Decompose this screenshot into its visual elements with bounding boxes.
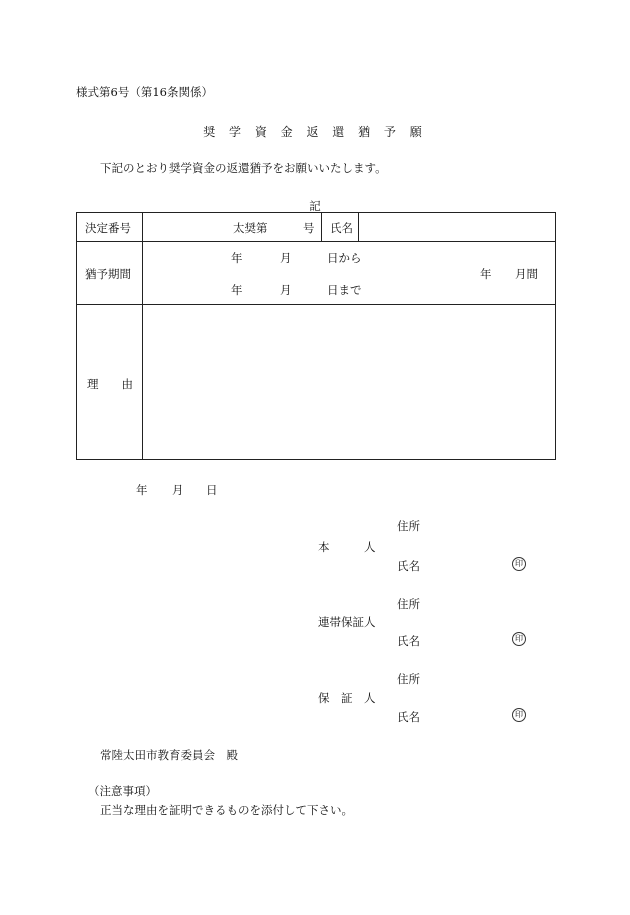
ki-label: 記 (309, 199, 321, 213)
notes-heading: （注意事項） (88, 784, 157, 798)
joint-guarantor-label: 連帯保証人 (318, 615, 376, 629)
total-months: 月間 (515, 267, 538, 281)
to-day: 日まで (327, 283, 362, 297)
guarantor-label: 保 証 人 (318, 691, 376, 705)
guarantor-seal-icon: 印 (512, 708, 526, 722)
guarantor-name-label: 氏名 (397, 710, 420, 724)
table-column-divider (142, 213, 143, 459)
joint-guarantor-name-label: 氏名 (397, 634, 420, 648)
to-year: 年 (231, 283, 243, 297)
from-month: 月 (280, 251, 292, 265)
joint-guarantor-seal-icon: 印 (512, 632, 526, 646)
date-day: 日 (206, 483, 218, 497)
table-row-divider (77, 304, 555, 305)
addressee: 常陸太田市教育委員会 殿 (100, 748, 238, 762)
reason-label: 理 由 (87, 377, 133, 391)
name-label: 氏名 (330, 221, 353, 235)
decision-number-suffix: 号 (303, 221, 315, 235)
decision-number-prefix: 太奨第 (233, 221, 268, 235)
applicant-name-label: 氏名 (397, 559, 420, 573)
from-day: 日から (327, 251, 362, 265)
decision-number-label: 決定番号 (85, 221, 131, 235)
notes-text: 正当な理由を証明できるものを添付して下さい。 (100, 803, 353, 817)
deferral-period-label: 猶予期間 (85, 267, 131, 281)
document-title: 奨 学 資 金 返 還 猶 予 願 (203, 125, 427, 139)
table-column-divider (321, 213, 322, 241)
total-years: 年 (480, 267, 492, 281)
date-year: 年 (136, 483, 148, 497)
applicant-label: 本 人 (318, 540, 376, 554)
guarantor-address-label: 住所 (397, 672, 420, 686)
joint-guarantor-address-label: 住所 (397, 597, 420, 611)
form-number: 様式第6号（第16条関係） (76, 85, 213, 99)
intro-text: 下記のとおり奨学資金の返還猶予をお願いいたします。 (100, 161, 387, 175)
applicant-address-label: 住所 (397, 519, 420, 533)
table-column-divider (358, 213, 359, 241)
application-table (76, 212, 556, 460)
table-row-divider (77, 241, 555, 242)
to-month: 月 (280, 283, 292, 297)
applicant-seal-icon: 印 (512, 557, 526, 571)
from-year: 年 (231, 251, 243, 265)
date-month: 月 (172, 483, 184, 497)
